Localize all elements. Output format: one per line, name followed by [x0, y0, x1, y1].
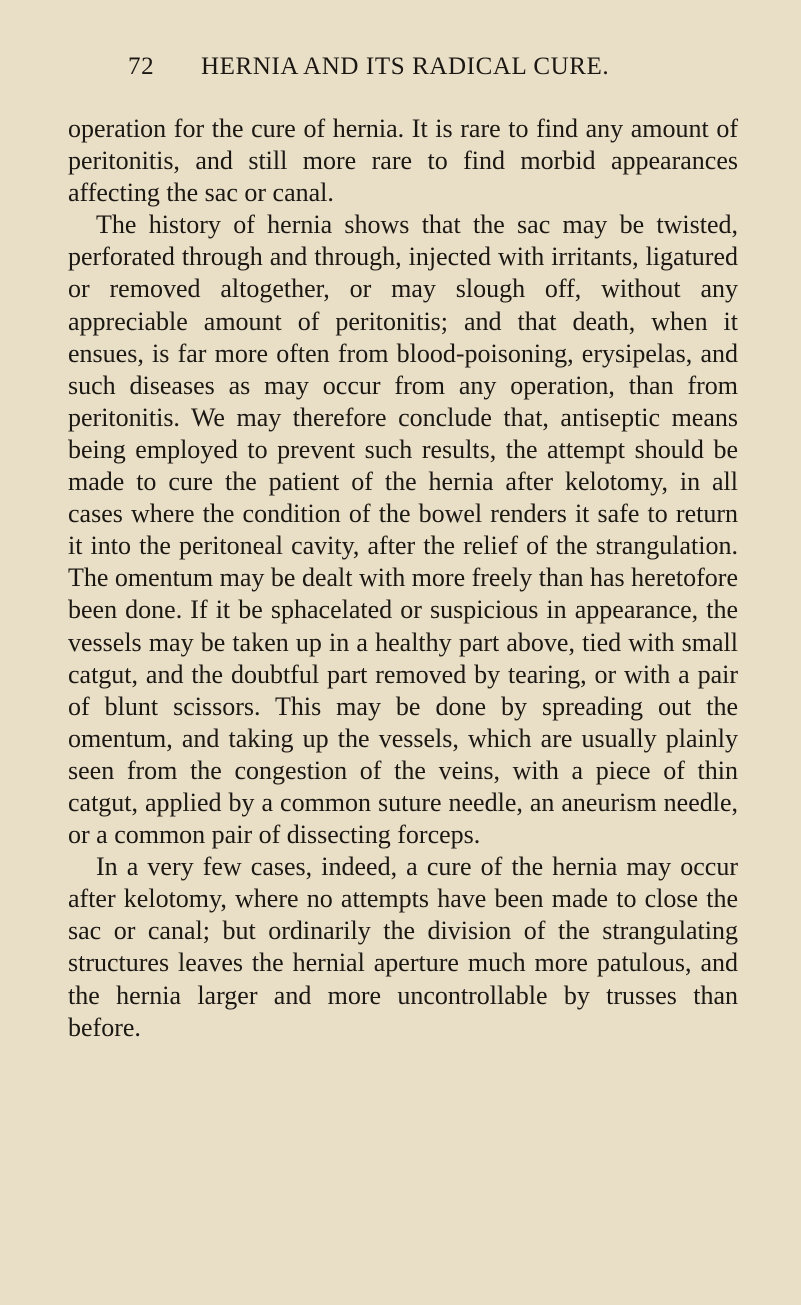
body-text — [68, 113, 738, 1044]
paragraph-1: operation for the cure of hernia. It is rare to find any amount of peritonitis, and still more rare to find morbid appearances affecting the sac or canal. — [68, 114, 738, 208]
page-header — [128, 50, 683, 84]
paragraph-2: The history of hernia shows that the sac may be twisted, perforated through and through, injected with irritants, ligatured or removed altogether, or may slough off, without any appreciable amount of peritonitis; and that death, when it ensues, is far more often from blood-poisoning, erysipelas, and such diseases as may occur from any operation, than from peritonitis. We may therefore conclude that, antiseptic means being employed to prevent such results, the attempt should be made to cure the patient of the hernia after kelotomy, in all cases where the condition of the bowel renders it safe to return it into the peritoneal cavity, after the relief of the strangulation. The omentum may be dealt with more freely than has heretofore been done. If it be sphacelated or suspicious in appearance, the vessels may be taken up in a healthy part above, tied with small catgut, and the doubtful part removed by tearing, or with a pair of blunt scissors. This may be done by spreading out the omentum, and taking up the vessels, which are usually plainly seen from the congestion of the veins, with a piece of thin catgut, applied by a common suture needle, an aneurism needle, or a common pair of dissecting forceps. — [68, 210, 738, 850]
paragraph-3: In a very few cases, indeed, a cure of the hernia may occur after kelotomy, where no attempts have been made to close the sac or canal; but ordinarily the division of the strangulating structures leaves the hernial aperture much more patulous, and the hernia larger and more uncontrollable by trusses than before. — [68, 852, 738, 1042]
running-head: HERNIA AND ITS RADICAL CURE. — [201, 53, 610, 80]
page-number: 72 — [128, 53, 155, 80]
